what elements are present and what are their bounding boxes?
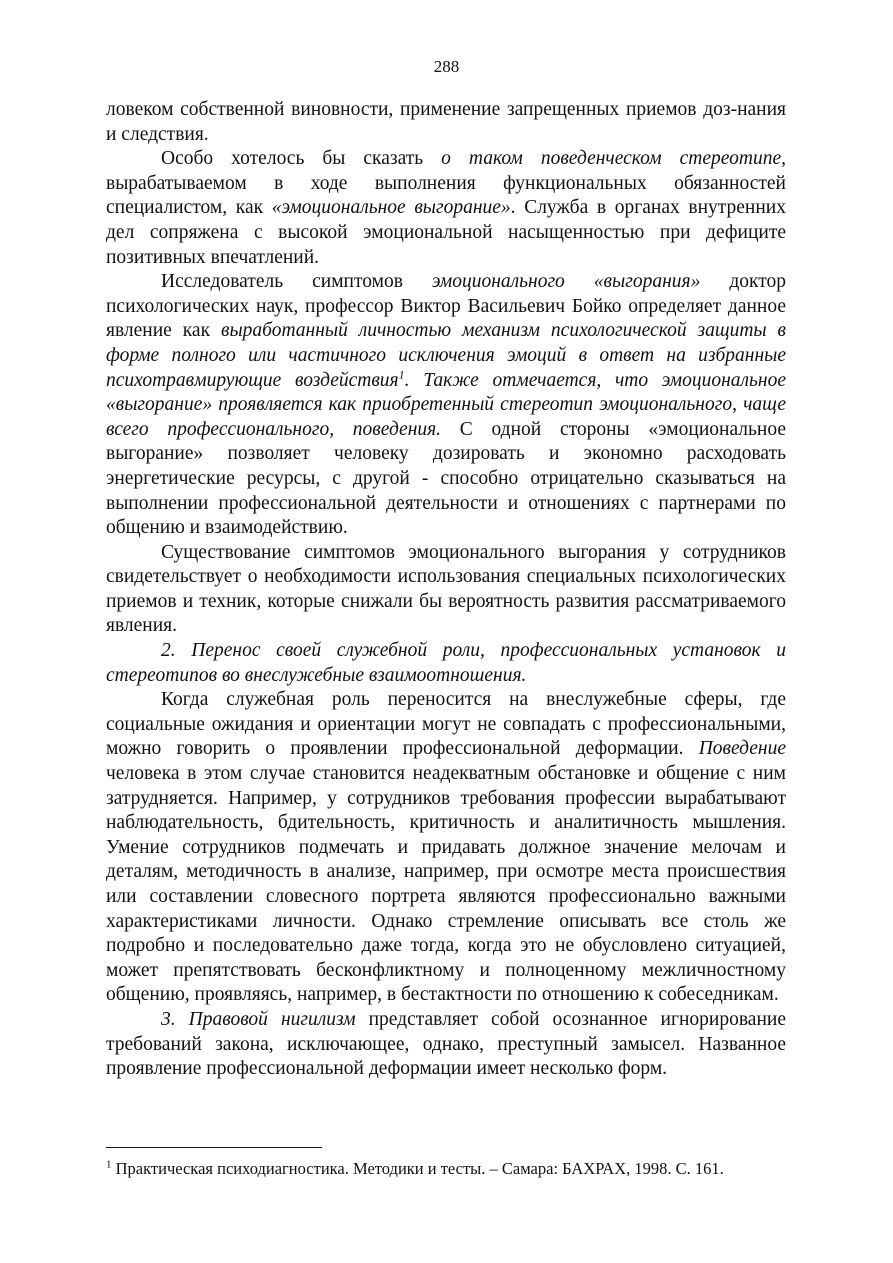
paragraph bbox=[106, 688, 786, 1008]
italic-text: выработанный личностью механизм психологической защиты в форме полного или частичного исключения эмоций в ответ на избранные психотравмирующие воздействия bbox=[106, 320, 787, 391]
paragraph bbox=[106, 270, 786, 541]
text-segment: человека в этом случае становится неадекватным обстановке и общение с ним затрудняется. Например, у сотрудников требования профессии вырабатывают наблюдательность, бдительность, критичность и аналитичность мышления. Умение сотрудников подмечать и придавать должное значение мелочам и деталям, методичность в анализе, например, при осмотре места происшествия или составлении словесного портрета являются профессионально важными характеристиками личности. Однако стремление описывать все столь же подробно и последовательно даже тогда, когда это не обусловлено ситуацией, может препятствовать бесконфликтному и полноценному межличностному общению, проявляясь, например, в бестактности по отношению к собеседникам. bbox=[106, 763, 786, 1006]
body-text bbox=[106, 98, 786, 1082]
italic-text: эмоционального «выгорания» bbox=[431, 271, 701, 293]
italic-text: 2. Перенос своей служебной роли, профессиональных установок и стереотипов во внеслужебные взаимоотношения. bbox=[106, 640, 786, 686]
text-segment: , вырабатываемом в ходе выполнения функциональных обязанностей специалистом, как bbox=[106, 148, 786, 219]
text-segment: представляет собой осознанное игнорирование требований закона, исключающее, однако, преступный замысел. Названное проявление профессиональной деформации имеет несколько форм. bbox=[106, 1008, 786, 1080]
paragraph bbox=[106, 639, 786, 688]
text-segment: доктор психологических наук, профессор Виктор Васильевич Бойко определяет данное явление как bbox=[106, 271, 787, 342]
italic-text: 3. Правовой нигилизм bbox=[161, 1008, 356, 1030]
text-segment: Когда служебная роль переносится на внеслужебные сферы, где социальные ожидания и ориентации могут не совпадать с профессиональными, можно говорить о проявлении профессиональной деформации. bbox=[106, 689, 786, 760]
text-segment: Существование симптомов эмоционального выгорания у сотрудников свидетельствует о необходимости использования специальных психологических приемов и техник, которые снижали бы вероятность развития рассматриваемого явления. bbox=[106, 541, 786, 637]
paragraph bbox=[106, 1008, 786, 1082]
footnote-reference: 1 bbox=[398, 367, 405, 382]
text-segment: С одной стороны «эмоциональное выгорание» позволяет человеку дозировать и экономно расходовать энергетические ресурсы, с другой - способно отрицательно сказываться на выполнении профессиональной деятельности и отношениях с партнерами по общению и взаимодействию. bbox=[106, 418, 786, 539]
page-number: 288 bbox=[433, 57, 460, 76]
text-segment: Особо хотелось бы сказать bbox=[161, 148, 442, 170]
paragraph bbox=[106, 541, 786, 639]
italic-text: Поведение bbox=[698, 738, 786, 760]
footnote-marker: 1 bbox=[106, 1158, 112, 1171]
footnote-divider bbox=[106, 1147, 322, 1148]
text-segment: Исследователь симптомов bbox=[161, 271, 432, 293]
italic-text: «эмоциональное выгорание» bbox=[271, 197, 511, 219]
text-segment: . Служба в органах внутренних дел сопряжена с высокой эмоциональной насыщенностью при дефиците позитивных впечатлений. bbox=[106, 197, 786, 268]
italic-text: о таком поведенческом стереотипе bbox=[441, 148, 782, 170]
footnote bbox=[106, 1158, 796, 1180]
paragraph bbox=[106, 98, 786, 147]
footnote-text: Практическая психодиагностика. Методики и тесты. – Самара: БАХРАХ, 1998. С. 161. bbox=[111, 1159, 724, 1178]
italic-text: . Также отмечается, что эмоциональное «выгорание» проявляется как приобретенный стереотип эмоционального, чаще всего профессионального, поведения. bbox=[106, 369, 786, 440]
paragraph bbox=[106, 147, 786, 270]
text-segment: ловеком собственной виновности, применение запрещенных приемов доз-нания и следствия. bbox=[106, 99, 786, 145]
